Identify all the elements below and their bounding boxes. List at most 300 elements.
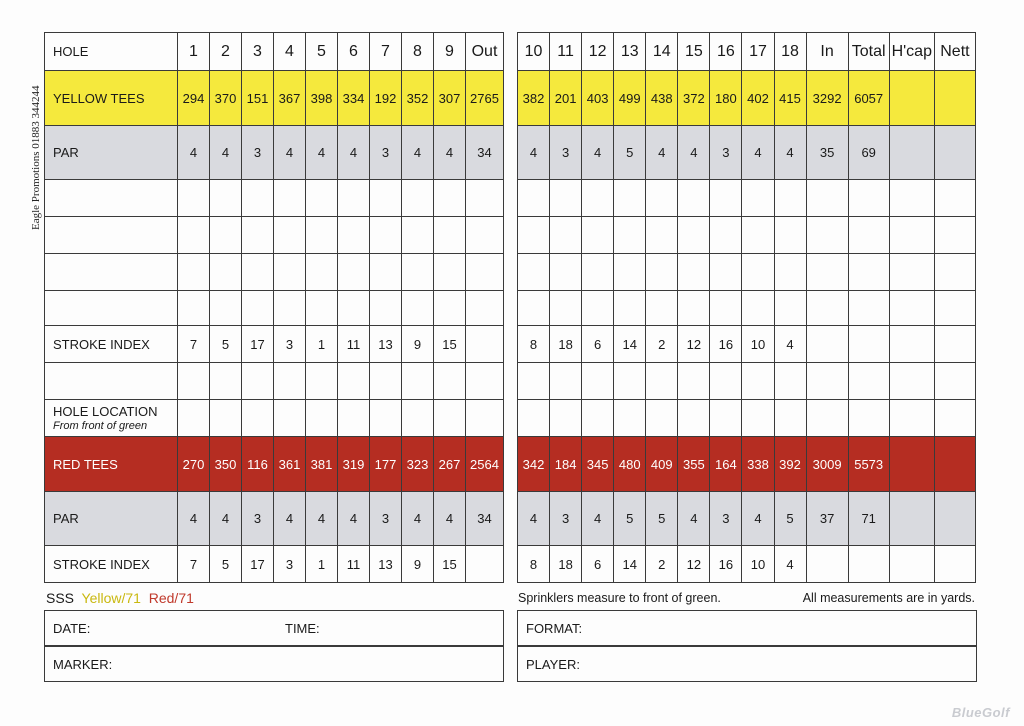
score-cell[interactable] [518, 363, 550, 400]
front-header-cell: 4 [274, 33, 306, 71]
score-cell[interactable] [582, 363, 614, 400]
value-cell: 4 [518, 126, 550, 180]
back-row-yellow [518, 71, 976, 126]
front-header-cell: 8 [402, 33, 434, 71]
row-label-text: RED TEES [53, 456, 118, 472]
score-cell[interactable] [848, 180, 889, 217]
front-row-si [45, 546, 504, 583]
score-cell[interactable] [889, 254, 934, 291]
value-cell: 1 [306, 546, 338, 583]
value-cell: 338 [742, 437, 774, 492]
score-cell[interactable] [466, 180, 504, 217]
value-cell: 4 [210, 126, 242, 180]
score-cell[interactable] [774, 180, 806, 217]
value-cell: 3 [370, 126, 402, 180]
value-cell: 499 [614, 71, 646, 126]
back-header-cell: 13 [614, 33, 646, 71]
front-row-score [45, 180, 504, 217]
score-cell[interactable] [306, 291, 338, 326]
date-time-field[interactable] [44, 610, 504, 646]
score-cell[interactable] [848, 254, 889, 291]
score-cell[interactable] [582, 400, 614, 437]
score-cell[interactable] [889, 437, 934, 492]
value-cell: 15 [434, 326, 466, 363]
value-cell: 6 [582, 326, 614, 363]
value-cell: 4 [338, 492, 370, 546]
sprinkler-note: Sprinklers measure to front of green. [518, 591, 721, 605]
value-cell: 352 [402, 71, 434, 126]
score-cell[interactable] [614, 400, 646, 437]
bluegolf-watermark: BlueGolf [951, 705, 1010, 720]
date-label: DATE: [53, 621, 91, 636]
value-cell: 3 [550, 492, 582, 546]
back-row-red [518, 437, 976, 492]
value-cell: 403 [582, 71, 614, 126]
score-cell[interactable] [889, 217, 934, 254]
score-cell[interactable] [178, 400, 210, 437]
value-cell: 438 [646, 71, 678, 126]
score-cell[interactable] [889, 363, 934, 400]
score-cell[interactable] [646, 363, 678, 400]
score-cell[interactable] [242, 217, 274, 254]
front-row-score [45, 363, 504, 400]
score-cell[interactable] [210, 400, 242, 437]
row-label-text: STROKE INDEX [53, 336, 150, 352]
value-cell: 151 [242, 71, 274, 126]
value-cell: 9 [402, 326, 434, 363]
score-cell[interactable] [178, 291, 210, 326]
value-cell: 4 [274, 492, 306, 546]
row-label [45, 254, 178, 291]
score-cell[interactable] [774, 363, 806, 400]
score-cell[interactable] [518, 291, 550, 326]
back-header-cell: In [806, 33, 848, 71]
value-cell: 4 [274, 126, 306, 180]
player-field[interactable] [517, 646, 977, 682]
score-cell[interactable] [934, 546, 975, 583]
score-cell[interactable] [848, 217, 889, 254]
score-cell[interactable] [848, 400, 889, 437]
front-nine-table [44, 32, 504, 583]
back-header-cell: Nett [934, 33, 975, 71]
score-cell[interactable] [742, 291, 774, 326]
score-cell[interactable] [338, 254, 370, 291]
format-label: FORMAT: [526, 621, 583, 636]
value-cell: 334 [338, 71, 370, 126]
score-cell[interactable] [646, 254, 678, 291]
row-label [45, 217, 178, 254]
value-cell: 5 [774, 492, 806, 546]
value-cell: 4 [774, 126, 806, 180]
value-cell: 4 [678, 492, 710, 546]
score-cell[interactable] [646, 217, 678, 254]
row-label [45, 71, 178, 126]
back-header-cell: 16 [710, 33, 742, 71]
score-cell[interactable] [889, 400, 934, 437]
back-row-score [518, 254, 976, 291]
score-cell[interactable] [338, 180, 370, 217]
value-cell: 267 [434, 437, 466, 492]
marker-label: MARKER: [53, 657, 113, 672]
back-row-score [518, 363, 976, 400]
score-cell[interactable] [806, 217, 848, 254]
score-cell[interactable] [466, 254, 504, 291]
score-cell[interactable] [466, 217, 504, 254]
score-cell[interactable] [678, 217, 710, 254]
value-cell: 3 [710, 492, 742, 546]
score-cell[interactable] [742, 180, 774, 217]
score-cell[interactable] [582, 254, 614, 291]
front-row-si [45, 326, 504, 363]
value-cell: 3 [550, 126, 582, 180]
value-cell: 8 [518, 546, 550, 583]
value-cell: 409 [646, 437, 678, 492]
value-cell: 34 [466, 126, 504, 180]
value-cell: 342 [518, 437, 550, 492]
value-cell: 3 [274, 326, 306, 363]
score-cell[interactable] [434, 363, 466, 400]
score-cell[interactable] [614, 254, 646, 291]
score-cell[interactable] [466, 400, 504, 437]
score-cell[interactable] [646, 400, 678, 437]
score-cell[interactable] [402, 217, 434, 254]
value-cell: 12 [678, 326, 710, 363]
value-cell: 15 [434, 546, 466, 583]
score-cell[interactable] [710, 217, 742, 254]
score-cell[interactable] [582, 180, 614, 217]
score-cell[interactable] [614, 180, 646, 217]
score-cell[interactable] [889, 326, 934, 363]
score-cell[interactable] [242, 363, 274, 400]
score-cell[interactable] [434, 400, 466, 437]
score-cell[interactable] [678, 291, 710, 326]
score-cell[interactable] [466, 291, 504, 326]
score-cell[interactable] [550, 363, 582, 400]
score-cell[interactable] [889, 492, 934, 546]
score-cell[interactable] [889, 71, 934, 126]
printer-credit: Eagle Promotions 01883 344244 [30, 85, 42, 230]
score-cell[interactable] [434, 180, 466, 217]
score-cell[interactable] [710, 254, 742, 291]
score-cell[interactable] [466, 326, 504, 363]
score-cell[interactable] [242, 180, 274, 217]
value-cell: 10 [742, 326, 774, 363]
score-cell[interactable] [338, 291, 370, 326]
value-cell: 201 [550, 71, 582, 126]
score-cell[interactable] [806, 400, 848, 437]
score-cell[interactable] [934, 180, 975, 217]
row-label-text: STROKE INDEX [53, 556, 150, 572]
score-cell[interactable] [806, 363, 848, 400]
score-cell[interactable] [710, 400, 742, 437]
value-cell: 350 [210, 437, 242, 492]
value-cell: 37 [806, 492, 848, 546]
value-cell: 4 [434, 126, 466, 180]
value-cell: 4 [178, 492, 210, 546]
score-cell[interactable] [466, 546, 504, 583]
value-cell: 5 [210, 546, 242, 583]
score-cell[interactable] [934, 126, 975, 180]
score-cell[interactable] [806, 546, 848, 583]
front-header-row [45, 33, 504, 71]
row-label-text: PAR [53, 511, 79, 526]
score-cell[interactable] [306, 400, 338, 437]
score-cell[interactable] [274, 180, 306, 217]
score-cell[interactable] [210, 217, 242, 254]
score-cell[interactable] [934, 492, 975, 546]
value-cell: 184 [550, 437, 582, 492]
sss-line [46, 590, 194, 606]
score-cell[interactable] [678, 180, 710, 217]
score-cell[interactable] [550, 400, 582, 437]
score-cell[interactable] [889, 546, 934, 583]
value-cell: 11 [338, 546, 370, 583]
player-label: PLAYER: [526, 657, 580, 672]
score-cell[interactable] [742, 254, 774, 291]
value-cell: 17 [242, 326, 274, 363]
score-cell[interactable] [518, 400, 550, 437]
score-cell[interactable] [306, 217, 338, 254]
score-cell[interactable] [466, 363, 504, 400]
row-label-text: HOLE LOCATION [53, 404, 158, 419]
value-cell: 415 [774, 71, 806, 126]
value-cell: 5573 [848, 437, 889, 492]
value-cell: 307 [434, 71, 466, 126]
score-cell[interactable] [582, 217, 614, 254]
score-cell[interactable] [242, 291, 274, 326]
value-cell: 18 [550, 546, 582, 583]
front-header-cell: 7 [370, 33, 402, 71]
row-label [45, 126, 178, 180]
score-cell[interactable] [306, 363, 338, 400]
front-header-cell: HOLE [45, 33, 178, 71]
value-cell: 355 [678, 437, 710, 492]
score-cell[interactable] [678, 254, 710, 291]
front-row-yellow [45, 71, 504, 126]
score-cell[interactable] [614, 217, 646, 254]
back-header-cell: 18 [774, 33, 806, 71]
row-label [45, 326, 178, 363]
value-cell: 1 [306, 326, 338, 363]
score-cell[interactable] [710, 180, 742, 217]
measurement-note: All measurements are in yards. [802, 591, 975, 605]
score-cell[interactable] [848, 291, 889, 326]
back-nine-table [517, 32, 976, 583]
score-cell[interactable] [370, 180, 402, 217]
front-row-score [45, 254, 504, 291]
value-cell: 4 [338, 126, 370, 180]
score-cell[interactable] [402, 291, 434, 326]
marker-field[interactable] [44, 646, 504, 682]
score-cell[interactable] [774, 254, 806, 291]
value-cell: 3 [274, 546, 306, 583]
score-cell[interactable] [550, 254, 582, 291]
score-cell[interactable] [848, 363, 889, 400]
score-cell[interactable] [742, 217, 774, 254]
value-cell: 34 [466, 492, 504, 546]
score-cell[interactable] [550, 217, 582, 254]
score-cell[interactable] [550, 180, 582, 217]
value-cell: 4 [210, 492, 242, 546]
score-cell[interactable] [614, 291, 646, 326]
score-cell[interactable] [402, 400, 434, 437]
value-cell: 4 [178, 126, 210, 180]
row-label [45, 492, 178, 546]
value-cell: 13 [370, 546, 402, 583]
score-cell[interactable] [934, 326, 975, 363]
value-cell: 398 [306, 71, 338, 126]
value-cell: 10 [742, 546, 774, 583]
score-cell[interactable] [178, 363, 210, 400]
score-cell[interactable] [518, 217, 550, 254]
value-cell: 480 [614, 437, 646, 492]
back-header-cell: Total [848, 33, 889, 71]
back-row-loc [518, 400, 976, 437]
score-cell[interactable] [338, 363, 370, 400]
score-cell[interactable] [274, 400, 306, 437]
sss-yellow: Yellow/71 [81, 590, 141, 606]
score-cell[interactable] [210, 291, 242, 326]
score-cell[interactable] [806, 254, 848, 291]
score-cell[interactable] [518, 180, 550, 217]
score-cell[interactable] [806, 291, 848, 326]
score-cell[interactable] [774, 400, 806, 437]
score-cell[interactable] [370, 291, 402, 326]
back-header-cell: 17 [742, 33, 774, 71]
time-label: TIME: [285, 621, 320, 636]
row-label-text: YELLOW TEES [53, 90, 145, 106]
value-cell: 9 [402, 546, 434, 583]
score-cell[interactable] [934, 363, 975, 400]
score-cell[interactable] [774, 291, 806, 326]
score-cell[interactable] [370, 254, 402, 291]
score-cell[interactable] [210, 363, 242, 400]
score-cell[interactable] [646, 180, 678, 217]
score-cell[interactable] [742, 400, 774, 437]
score-cell[interactable] [889, 291, 934, 326]
score-cell[interactable] [338, 217, 370, 254]
score-cell[interactable] [934, 254, 975, 291]
score-cell[interactable] [806, 180, 848, 217]
score-cell[interactable] [370, 400, 402, 437]
front-header-cell: Out [466, 33, 504, 71]
score-cell[interactable] [242, 254, 274, 291]
value-cell: 17 [242, 546, 274, 583]
score-cell[interactable] [242, 400, 274, 437]
score-cell[interactable] [402, 180, 434, 217]
score-cell[interactable] [210, 180, 242, 217]
score-cell[interactable] [678, 400, 710, 437]
value-cell: 5 [210, 326, 242, 363]
front-row-score [45, 217, 504, 254]
score-cell[interactable] [210, 254, 242, 291]
value-cell: 402 [742, 71, 774, 126]
score-cell[interactable] [889, 180, 934, 217]
score-cell[interactable] [306, 254, 338, 291]
value-cell: 14 [614, 326, 646, 363]
score-cell[interactable] [934, 217, 975, 254]
score-cell[interactable] [178, 217, 210, 254]
value-cell: 18 [550, 326, 582, 363]
value-cell: 323 [402, 437, 434, 492]
score-cell[interactable] [742, 363, 774, 400]
score-cell[interactable] [370, 363, 402, 400]
score-cell[interactable] [274, 217, 306, 254]
score-cell[interactable] [550, 291, 582, 326]
score-cell[interactable] [934, 400, 975, 437]
value-cell: 6 [582, 546, 614, 583]
score-cell[interactable] [434, 217, 466, 254]
score-cell[interactable] [338, 400, 370, 437]
score-cell[interactable] [434, 254, 466, 291]
score-cell[interactable] [848, 546, 889, 583]
front-row-loc [45, 400, 504, 437]
value-cell: 5 [614, 126, 646, 180]
score-cell[interactable] [274, 363, 306, 400]
value-cell: 164 [710, 437, 742, 492]
sss-red: Red/71 [148, 590, 194, 606]
value-cell: 294 [178, 71, 210, 126]
value-cell: 319 [338, 437, 370, 492]
score-cell[interactable] [934, 437, 975, 492]
value-cell: 382 [518, 71, 550, 126]
score-cell[interactable] [710, 291, 742, 326]
value-cell: 4 [306, 492, 338, 546]
back-row-par [518, 126, 976, 180]
score-cell[interactable] [848, 326, 889, 363]
value-cell: 381 [306, 437, 338, 492]
score-cell[interactable] [306, 180, 338, 217]
score-cell[interactable] [434, 291, 466, 326]
value-cell: 2765 [466, 71, 504, 126]
score-cell[interactable] [370, 217, 402, 254]
front-header-cell: 5 [306, 33, 338, 71]
score-cell[interactable] [934, 71, 975, 126]
score-cell[interactable] [274, 254, 306, 291]
value-cell: 5 [646, 492, 678, 546]
score-cell[interactable] [178, 254, 210, 291]
value-cell: 3 [370, 492, 402, 546]
score-cell[interactable] [274, 291, 306, 326]
score-cell[interactable] [178, 180, 210, 217]
score-cell[interactable] [518, 254, 550, 291]
score-cell[interactable] [678, 363, 710, 400]
value-cell: 4 [678, 126, 710, 180]
value-cell: 4 [774, 326, 806, 363]
score-cell[interactable] [582, 291, 614, 326]
front-header-cell: 6 [338, 33, 370, 71]
back-header-cell: 11 [550, 33, 582, 71]
score-cell[interactable] [710, 363, 742, 400]
score-cell[interactable] [774, 217, 806, 254]
front-row-par [45, 492, 504, 546]
value-cell: 71 [848, 492, 889, 546]
value-cell: 392 [774, 437, 806, 492]
score-cell[interactable] [402, 254, 434, 291]
format-field[interactable] [517, 610, 977, 646]
score-cell[interactable] [402, 363, 434, 400]
row-label [45, 400, 178, 437]
score-cell[interactable] [889, 126, 934, 180]
back-header-row [518, 33, 976, 71]
value-cell: 4 [402, 126, 434, 180]
value-cell: 4 [742, 126, 774, 180]
score-cell[interactable] [646, 291, 678, 326]
score-cell[interactable] [806, 326, 848, 363]
score-cell[interactable] [614, 363, 646, 400]
value-cell: 6057 [848, 71, 889, 126]
score-cell[interactable] [934, 291, 975, 326]
